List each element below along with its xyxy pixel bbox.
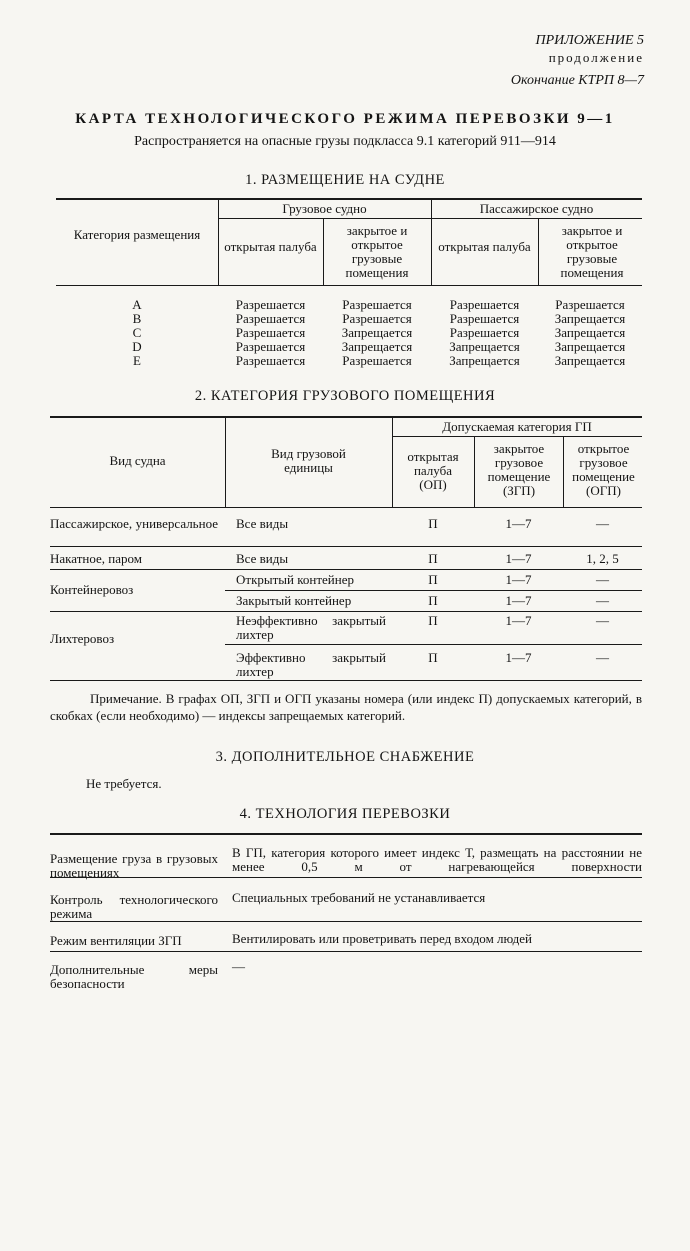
end-note: Окончание КТРП 8—7 [510, 73, 644, 88]
col-allowed-header: Допускаемая категория ГП [442, 419, 592, 434]
document-subtitle: Распространяется на опасные грузы подкласса 9.1 категорий 911—914 [134, 134, 556, 149]
row-placement-value: В ГП, категория которого имеет индекс Т, размещать на расстоянии не менее 0,5 м от нагревающейся поверхности [232, 845, 642, 874]
section3-heading: 3. ДОПОЛНИТЕЛЬНОЕ СНАБЖЕНИЕ [215, 749, 475, 765]
section1-heading: 1. РАЗМЕЩЕНИЕ НА СУДНЕ [245, 172, 445, 188]
passenger-closed-hold-header: закрытое и открытое грузовые помещения [560, 223, 624, 280]
row-control-label: Контроль технологического режима [50, 892, 218, 921]
col-unit-header: Вид грузовой единицы [271, 446, 346, 475]
col-ship-header: Вид судна [109, 453, 166, 468]
section2-note: Примечание. В графах ОП, ЗГП и ОГП указаны номера (или индекс П) допускаемых категорий, в скобках (если необходимо) — индексы запрещаемых категорий. [50, 691, 642, 723]
passenger-open-deck-header: открытая палуба [438, 239, 531, 254]
passenger-ship-header: Пассажирское судно [479, 201, 594, 216]
cargo-ship-header: Грузовое судно [282, 201, 367, 216]
section4-heading: 4. ТЕХНОЛОГИЯ ПЕРЕВОЗКИ [239, 806, 451, 822]
row-safety-value: — [232, 959, 245, 974]
section3-text: Не требуется. [86, 776, 162, 791]
cargo-closed-hold-header: закрытое и открытое грузовые помещения [345, 223, 409, 280]
sub-zgp-header: закрытое грузовое помещение (ЗГП) [487, 441, 551, 498]
cargo-open-deck-header: открытая палуба [224, 239, 317, 254]
col-category-header: Категория размещения [73, 227, 201, 242]
row-ventilation-value: Вентилировать или проветривать перед входом людей [232, 931, 532, 946]
document-title: КАРТА ТЕХНОЛОГИЧЕСКОГО РЕЖИМА ПЕРЕВОЗКИ 9—1 [75, 111, 615, 127]
sub-ogp-header: открытое грузовое помещение (ОГП) [572, 441, 635, 498]
appendix-label: ПРИЛОЖЕНИЕ 5 [535, 33, 644, 48]
row-ventilation-label: Режим вентиляции ЗГП [50, 933, 182, 948]
sub-op-header: открытая палуба (ОП) [407, 449, 459, 492]
row-placement-label: Размещение груза в грузовых помещениях [50, 851, 218, 880]
continuation-label: продолжение [548, 50, 644, 65]
row-control-value: Специальных требований не устанавливается [232, 890, 486, 905]
section2-heading: 2. КАТЕГОРИЯ ГРУЗОВОГО ПОМЕЩЕНИЯ [194, 388, 496, 404]
row-safety-label: Дополнительные меры безопасности [50, 962, 218, 991]
